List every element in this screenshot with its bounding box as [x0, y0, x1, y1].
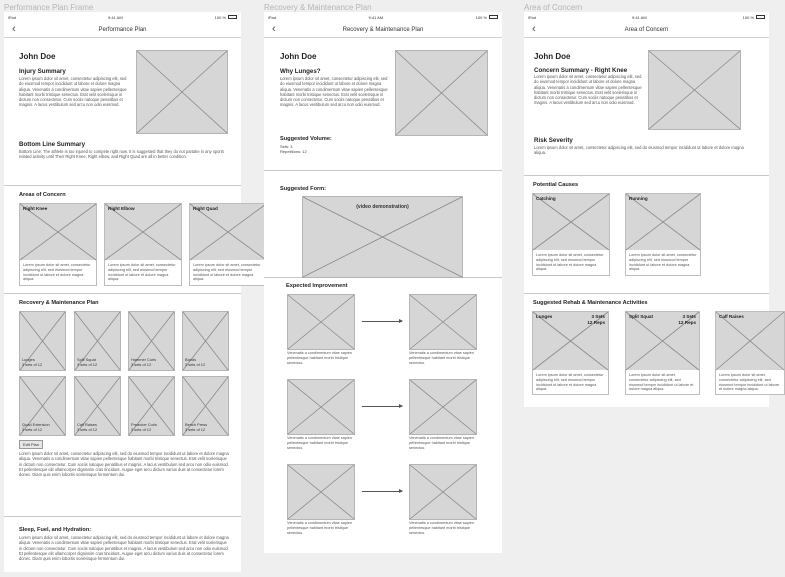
injury-summary-title: Injury Summary — [19, 68, 66, 75]
carrier-label: iPad — [528, 14, 537, 20]
back-chevron-icon[interactable]: ‹ — [12, 23, 16, 35]
battery-label: 100 % — [742, 14, 754, 20]
placeholder-cross-icon — [288, 380, 354, 434]
concern-summary-section — [524, 38, 769, 176]
area-image-placeholder — [20, 204, 96, 260]
exercise-label — [22, 358, 42, 368]
exercise-tile[interactable] — [128, 311, 175, 371]
exercise-sets: 3 sets of 12 — [77, 427, 98, 433]
sleep-title: Sleep, Fuel, and Hydration: — [19, 527, 92, 533]
placeholder-cross-icon — [190, 204, 266, 260]
rehab-card-text: Lorem ipsum dolor sit amet, consectetur adipiscing elit, sed eiusmod tempor incididunt ut labore et dolore magna aliqua. — [536, 373, 604, 392]
placeholder-cross-icon — [410, 295, 476, 349]
rehab-card-title: Calf Raises — [719, 314, 744, 319]
area-card-text: Lorem ipsum dolor sit amet, consectetur adipiscing elit, sed eiusmod tempor incididunt ut labore et dolore magna aliqua. — [108, 263, 176, 282]
right-arrow-icon — [362, 491, 402, 492]
before-image-placeholder — [287, 379, 355, 435]
carrier-label: iPad — [8, 14, 17, 20]
video-label: (video demonstration) — [356, 204, 409, 210]
cause-card-catching[interactable] — [532, 193, 610, 276]
battery-icon — [489, 15, 498, 19]
placeholder-cross-icon — [716, 312, 784, 370]
placeholder-cross-icon — [288, 295, 354, 349]
concern-summary-text: Lorem ipsum dolor sit amet, consectetur adipiscing elit, sed do eiusmod tempor incididunt ut labore et dolore magna aliqua. Venenatis a condimentum vitae sapien pellentesque habitant morbi tristique senectus. Erat velit scelerisque in dictum non consectetur. Cum sociis natoque penatibus et magnis. A lacus vestibulum sed arcu non odio euismod. — [534, 74, 642, 106]
rehab-section — [524, 294, 780, 404]
carrier-label: iPad — [268, 14, 277, 20]
status-bar — [524, 12, 769, 22]
area-card-title: Right Quad — [193, 206, 218, 211]
status-bar — [4, 12, 241, 22]
areas-title: Areas of Concern — [19, 192, 66, 198]
before-text: Venenatis a condimentum vitae sapien pellentesque habitant morbi tristique senectus. — [287, 351, 353, 365]
rehab-image-placeholder — [716, 312, 784, 370]
battery-label: 100 % — [475, 14, 487, 20]
right-arrow-icon — [362, 321, 402, 322]
before-image-placeholder — [287, 464, 355, 520]
cause-card-title: Running — [629, 196, 648, 201]
rehab-card-title: Lunges — [536, 314, 553, 319]
athlete-name: John Doe — [19, 52, 56, 61]
video-demonstration-placeholder[interactable] — [302, 196, 463, 278]
exercise-name: Split Squat — [77, 357, 96, 363]
sleep-section — [4, 517, 241, 577]
rehab-sets: 3 Sets — [591, 314, 605, 319]
exercise-name: Hammer Curls — [131, 357, 157, 363]
after-image-placeholder — [409, 379, 477, 435]
risk-severity-title: Risk Severity — [534, 137, 573, 144]
form-title: Suggested Form: — [280, 186, 326, 192]
causes-title: Potential Causes — [533, 182, 579, 188]
exercise-name: Preacher Curls — [131, 422, 157, 428]
plan-description: Lorem ipsum dolor sit amet, consectetur adipiscing elit, sed do eiusmod tempor incididunt ut labore et dolore magna aliqua. Venenatis a condimentum vitae sapien pellentesque habitant morbi tristique senectus. Erat velit scelerisque in dictum non consectetur. Cum sociis natoque penatibus et magnis. A lacus vestibulum sed arcu non odio euismod. Et pellentesque elit ullamcorper dignissim cras tincidunt. Augue eget arcu dictum varius duis at consectetur lorem donec. Diam quis enim lobortis scelerisque fermentum dui. — [19, 451, 229, 478]
area-card-text: Lorem ipsum dolor sit amet, consectetur adipiscing elit, sed eiusmod tempor incididunt ut labore et dolore magna aliqua. — [23, 263, 91, 282]
after-image-placeholder — [409, 294, 477, 350]
performance-plan-screen — [4, 12, 261, 572]
rehab-title: Suggested Rehab & Maintenance Activities — [533, 300, 648, 306]
after-text: Venenatis a condimentum vitae sapien pellentesque habitant morbi tristique senectus. — [409, 521, 475, 535]
placeholder-cross-icon — [410, 380, 476, 434]
battery-icon — [756, 15, 765, 19]
clock: 9:41 AM — [631, 14, 647, 20]
rehab-sets: 3 Sets — [682, 314, 696, 319]
risk-severity-text: Lorem ipsum dolor sit amet, consectetur adipiscing elit, sed do eiusmod tempor incididunt ut labore et dolore magna aliqua. — [534, 145, 744, 156]
volume-title: Suggested Volume: — [280, 136, 332, 142]
back-chevron-icon[interactable]: ‹ — [272, 23, 276, 35]
exercise-sets: 3 sets of 12 — [77, 362, 98, 368]
edit-plan-button[interactable]: Edit Plan — [19, 440, 43, 449]
navigation-bar — [4, 22, 241, 38]
area-card-title: Right Knee — [23, 206, 48, 211]
exercise-image-placeholder — [395, 50, 488, 136]
status-bar — [264, 12, 502, 22]
reps-value: Repetitions: 12 — [280, 149, 307, 154]
navigation-bar — [524, 22, 769, 38]
back-chevron-icon[interactable]: ‹ — [532, 23, 536, 35]
potential-causes-section — [524, 176, 769, 294]
exercise-name: Bench Press — [185, 422, 208, 428]
frame-label-concern: Area of Concern — [524, 3, 583, 12]
why-text: Lorem ipsum dolor sit amet, consectetur adipiscing elit, sed do eiusmod tempor incididunt ut labore et dolore magna aliqua. Venenatis a condimentum vitae sapien pellentesque habitant morbi tristique senectus. Erat velit scelerisque in dictum non consectetur. Cum sociis natoque penatibus et magnis. A lacus vestibulum sed arcu non odio euismod. — [280, 76, 388, 108]
exercise-tile[interactable] — [19, 311, 66, 371]
exercise-tile[interactable] — [182, 311, 229, 371]
area-card-right-quad[interactable] — [189, 203, 267, 286]
placeholder-cross-icon — [105, 204, 181, 260]
battery-indicator — [215, 15, 237, 20]
frame-label-performance: Performance Plan Frame — [4, 3, 94, 12]
sleep-text: Lorem ipsum dolor sit amet, consectetur adipiscing elit, sed do eiusmod tempor incididunt ut labore et dolore magna aliqua. Venenatis a condimentum vitae sapien pellentesque habitant morbi tristique senectus. Erat velit scelerisque in dictum non consectetur. Cum sociis natoque penatibus et magnis. A lacus vestibulum sed arcu non odio euismod. Et pellentesque elit ullamcorper dignissim cras tincidunt. Augue eget arcu dictum varius duis at consectetur lorem donec. Diam quis enim lobortis scelerisque fermentum dui. — [19, 535, 229, 562]
concern-summary-title: Concern Summary - Right Knee — [534, 67, 628, 74]
rehab-card-split-squat[interactable] — [625, 311, 700, 395]
exercise-name: Bands — [185, 357, 197, 363]
why-section — [264, 38, 502, 171]
rehab-card-lunges[interactable] — [532, 311, 609, 395]
area-of-concern-screen — [524, 12, 780, 407]
before-image-placeholder — [287, 294, 355, 350]
after-image-placeholder — [409, 464, 477, 520]
exercise-tile[interactable] — [74, 311, 121, 371]
exercise-sets: 3 sets of 12 — [22, 427, 43, 433]
clock: 9:41 AM — [107, 14, 123, 20]
battery-indicator — [476, 15, 498, 20]
area-image-placeholder — [105, 204, 181, 260]
cause-card-title: Catching — [536, 196, 556, 201]
plan-title: Recovery & Maintenance Plan — [19, 300, 99, 306]
exercise-tile[interactable] — [182, 376, 229, 436]
rehab-card-title: Split Squat — [629, 314, 653, 319]
rehab-reps: 12 Reps — [678, 319, 696, 325]
frame-label-recovery: Recovery & Maintenance Plan — [264, 3, 372, 12]
placeholder-cross-icon — [20, 204, 96, 260]
navigation-bar — [264, 22, 502, 38]
improvement-section — [264, 278, 502, 548]
injury-summary-text: Lorem ipsum dolor sit amet, consectetur adipiscing elit, sed do eiusmod tempor incididunt ut labore et dolore magna aliqua. Venenatis a condimentum vitae sapien pellentesque habitant morbi tristique senectus. Erat velit scelerisque in dictum non consectetur. Cum sociis natoque penatibus et magnis. A lacus vestibulum sed arcu non odio euismod. — [19, 76, 127, 108]
cause-image-placeholder — [626, 194, 700, 250]
exercise-sets: 3 sets of 12 — [185, 362, 206, 368]
injury-image-placeholder — [136, 50, 228, 134]
exercise-label — [77, 423, 97, 433]
exercise-tile[interactable] — [74, 376, 121, 436]
area-card-text: Lorem ipsum dolor sit amet, consectetur adipiscing elit, sed eiusmod tempor incididunt ut labore et dolore magna aliqua. — [193, 263, 261, 282]
after-text: Venenatis a condimentum vitae sapien pellentesque habitant morbi tristique senectus. — [409, 436, 475, 450]
cause-image-placeholder — [533, 194, 609, 250]
exercise-name: Calf Raises — [77, 422, 97, 428]
exercise-label — [185, 358, 205, 368]
exercise-tile[interactable] — [19, 376, 66, 436]
battery-icon — [228, 15, 237, 19]
before-text: Venenatis a condimentum vitae sapien pellentesque habitant morbi tristique senectus. — [287, 436, 353, 450]
form-section — [264, 171, 502, 278]
area-image-placeholder — [190, 204, 266, 260]
placeholder-cross-icon — [288, 465, 354, 519]
placeholder-cross-icon — [396, 51, 487, 135]
exercise-sets: 3 sets of 12 — [185, 427, 206, 433]
rehab-card-calf-raises[interactable] — [715, 311, 785, 395]
exercise-sets: 3 sets of 12 — [131, 362, 152, 368]
nav-title: Area of Concern — [624, 26, 669, 33]
exercise-label — [185, 423, 207, 433]
why-title: Why Lunges? — [280, 68, 321, 75]
exercise-name: Quad Extension — [22, 422, 50, 428]
placeholder-cross-icon — [533, 194, 609, 250]
exercise-label — [22, 423, 50, 433]
area-card-right-elbow[interactable] — [104, 203, 182, 286]
placeholder-cross-icon — [410, 465, 476, 519]
athlete-name: John Doe — [534, 52, 571, 61]
placeholder-cross-icon — [137, 51, 227, 133]
after-text: Venenatis a condimentum vitae sapien pellentesque habitant morbi tristique senectus. — [409, 351, 475, 365]
exercise-label — [131, 423, 157, 433]
cause-card-text: Lorem ipsum dolor sit amet, consectetur adipiscing elit, sed eiusmod tempor incididunt ut labore et dolore magna aliqua. — [536, 253, 604, 272]
rehab-card-volume — [678, 314, 696, 325]
exercise-tile[interactable] — [128, 376, 175, 436]
before-text: Venenatis a condimentum vitae sapien pellentesque habitant morbi tristique senectus. — [287, 521, 353, 535]
clock: 9:41 AM — [368, 14, 384, 20]
improvement-title: Expected Improvement — [286, 283, 348, 289]
sets-value: Sets: 3 — [280, 144, 293, 149]
exercise-sets: 3 sets of 12 — [131, 427, 152, 433]
rehab-card-volume — [587, 314, 605, 325]
plan-section — [4, 294, 241, 517]
rehab-reps: 12 Reps — [587, 319, 605, 325]
knee-image-placeholder — [648, 50, 741, 130]
battery-label: 100 % — [214, 14, 226, 20]
right-arrow-icon — [362, 406, 402, 407]
athlete-name: John Doe — [280, 52, 317, 61]
area-card-title: Right Elbow — [108, 206, 135, 211]
nav-title: Performance Plan — [98, 26, 147, 33]
injury-section — [4, 38, 241, 186]
placeholder-cross-icon — [649, 51, 740, 129]
rehab-card-text: Lorem ipsum dolor sit amet, consectetur adipiscing elit, sed eiusmod tempor incididunt ut labore et dolore magna aliqua. — [719, 373, 780, 392]
rehab-card-text: Lorem ipsum dolor sit amet, consectetur adipiscing elit, sed eiusmod tempor incididunt ut labore et dolore magna aliqua. — [629, 373, 694, 392]
area-card-right-knee[interactable] — [19, 203, 97, 286]
areas-of-concern-section — [4, 186, 261, 294]
bottom-line-title: Bottom Line Summary — [19, 141, 86, 148]
recovery-plan-screen — [264, 12, 502, 553]
cause-card-text: Lorem ipsum dolor sit amet, consectetur adipiscing elit, sed eiusmod tempor incididunt ut labore et dolore magna aliqua. — [629, 253, 697, 272]
exercise-label — [77, 358, 97, 368]
nav-title: Recovery & Maintenance Plan — [342, 26, 424, 33]
cause-card-running[interactable] — [625, 193, 701, 276]
battery-indicator — [743, 15, 765, 20]
placeholder-cross-icon — [626, 194, 700, 250]
exercise-sets: 3 sets of 12 — [22, 362, 43, 368]
exercise-label — [131, 358, 156, 368]
exercise-name: Lunges — [22, 357, 35, 363]
bottom-line-text: Bottom Line: The athlete is too injured to compete right now. It is suggested that they do not partake in any sports related activity until Their Right Knee, Right elbow, and Right Quad are all in better condition. — [19, 149, 224, 160]
